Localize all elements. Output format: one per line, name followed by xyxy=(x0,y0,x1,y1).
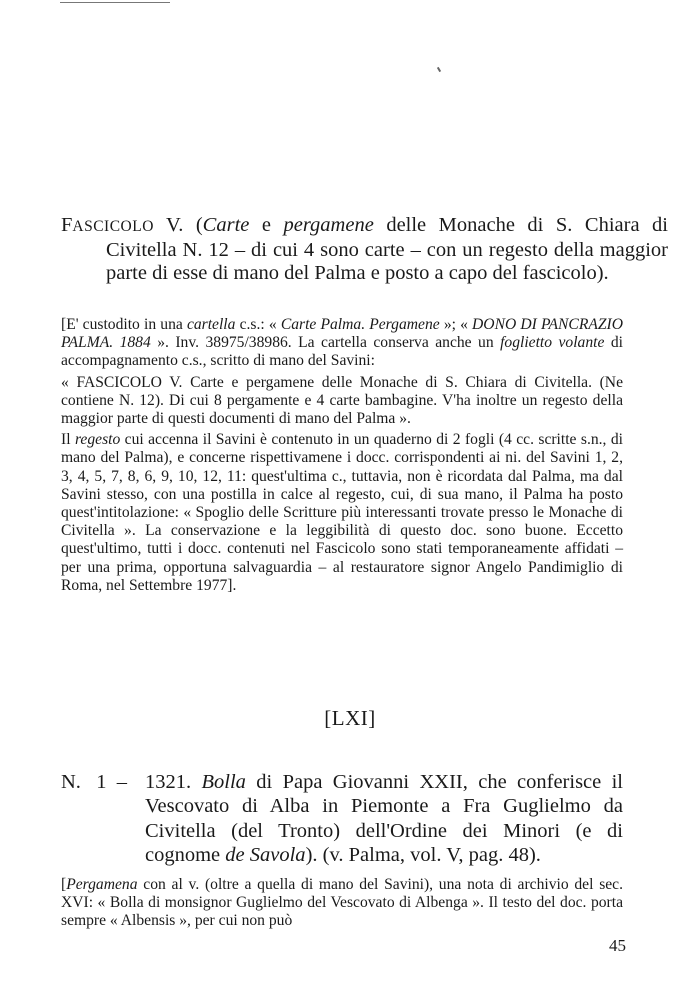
fascicolo-notes xyxy=(61,316,623,595)
entry-text: 1321. Bolla di Papa Giovanni XXII, che conferisce il Vescovato di Alba in Piemonte a Fra Guglielmo da Civitella (del Tronto) dell'Ordine dei Minori (e di cognome de Savola). (v. Palma, vol. V, pag. 48). xyxy=(145,771,624,866)
fascicolo-heading: FASCICOLO V. (Carte e pergamene delle Monache di S. Chiara di Civitella N. 12 – di cui 4 sono carte – con un regesto della maggior parte di esse di mano del Palma e posto a capo del fascicolo). xyxy=(61,214,668,284)
page-number: 45 xyxy=(609,936,626,955)
section-title: [LXI] xyxy=(324,706,376,730)
entry-note: [Pergamena con al v. (oltre a quella di mano del Savini), una nota di archivio del sec. XVI: « Bolla di monsignor Guglielmo del Vescovato di Albenga ». Il testo del doc. porta sempre « Albensis », per cui non può xyxy=(61,876,623,930)
note-regesto: Il regesto cui accenna il Savini è contenuto in un quaderno di 2 fogli (4 cc. scritte s.n., di mano del Palma), e concerne rispettivamene i docc. corrispondenti ai ni. del Savini 1, 2, 3, 4, 5, 7, 8, 6, 9, 10, 12, 11: quest'ultima c., tuttavia, non è ricordata dal Palma, ma dal Savini stesso, con una postilla in calce al regesto, cui, di sua mano, il Palma ha posto quest'intitolazione: « Spoglio delle Scritture più interessanti trovate presso le Monache di Civitella ». La conservazione e la leggibilità di questo doc. sono buone. Eccetto quest'ultimo, tutti i docc. contenuti nel Fascicolo sono stati temporaneamente affidati – per una prima, opportuna salvaguardia – al restauratore signor Angelo Pandimiglio di Roma, nel Settembre 1977]. xyxy=(61,431,623,594)
document-entry xyxy=(61,770,623,867)
note-savini-quote: « FASCICOLO V. Carte e pergamene delle Monache di S. Chiara di Civitella. (Ne contiene N. 12). Di cui 8 pergamente e 4 carte bambagine. V'ha inoltre un regesto della maggior parte di questi documenti di mano del Palma ». xyxy=(61,373,623,428)
scan-edge-rule xyxy=(60,2,170,3)
entry-number: N. 1 – xyxy=(61,771,128,793)
scan-speck xyxy=(437,67,441,72)
note-custody: [E' custodito in una cartella c.s.: « Carte Palma. Pergamene »; « DONO DI PANCRAZIO PALMA. 1884 ». Inv. 38975/38986. La cartella conserva anche un foglietto volante di accompagnamento c.s., scritto di mano del Savini: xyxy=(61,316,623,370)
